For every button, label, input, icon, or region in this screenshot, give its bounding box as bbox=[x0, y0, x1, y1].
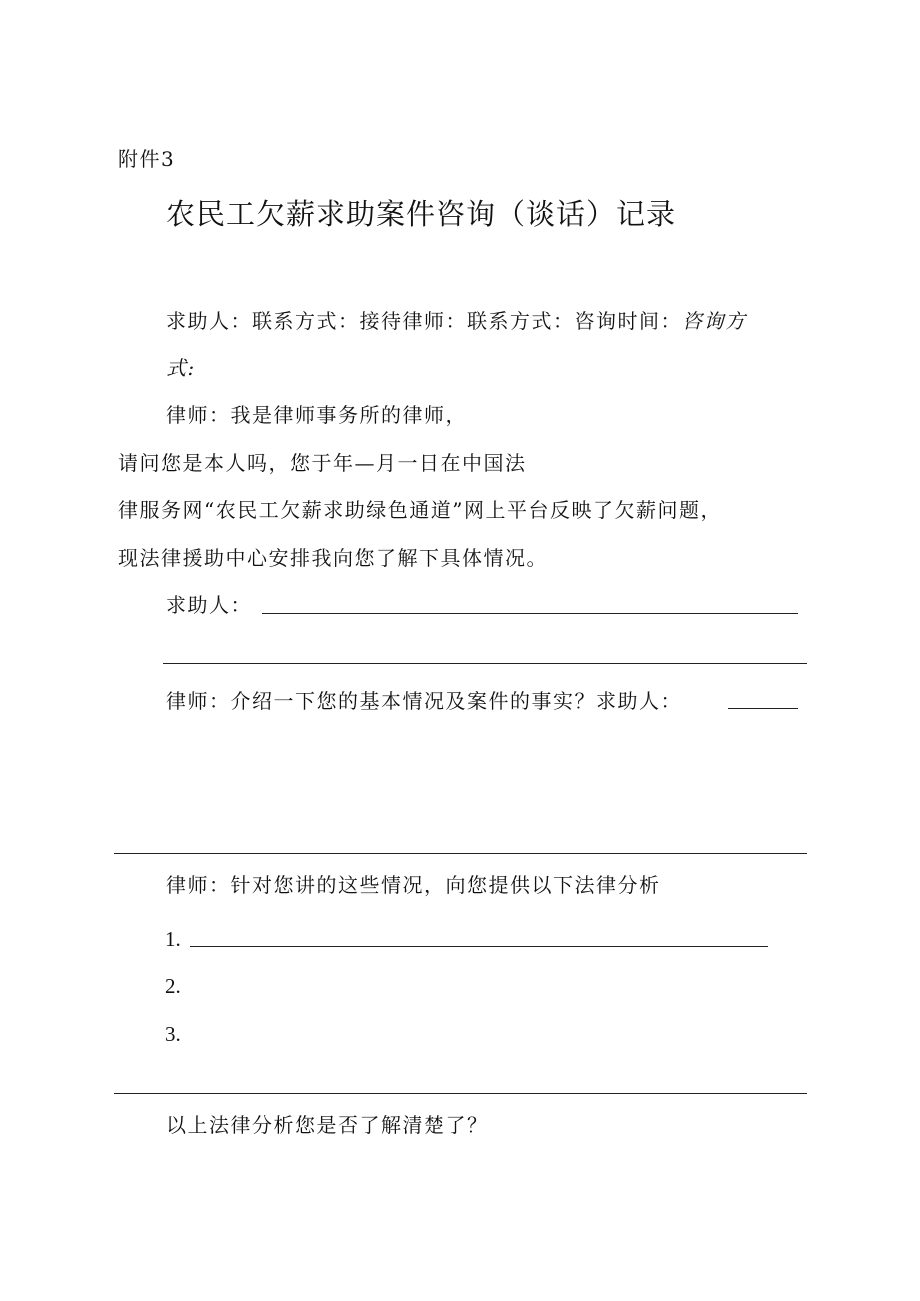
attachment-label: 附件3 bbox=[118, 147, 176, 171]
reply1-label: 求助人： bbox=[166, 593, 252, 617]
fields-line-wrap: 式: bbox=[166, 356, 196, 380]
intro-line-3: 律服务网“农民工欠薪求助绿色通道”网上平台反映了欠薪问题， bbox=[118, 498, 722, 522]
analysis-heading: 律师：针对您讲的这些情况，向您提供以下法律分析 bbox=[166, 873, 661, 897]
reply2-answer-underline[interactable] bbox=[728, 708, 798, 709]
fields-line bbox=[166, 308, 747, 334]
reply2-answer-area-rule[interactable] bbox=[114, 853, 807, 854]
fields-line-italic-tail: 咨询方 bbox=[682, 309, 747, 333]
question2-text: 律师：介绍一下您的基本情况及案件的事实？求助人： bbox=[166, 689, 682, 713]
analysis-item-1: 1. bbox=[165, 927, 181, 951]
closing-question: 以上法律分析您是否了解清楚了？ bbox=[166, 1113, 489, 1137]
fields-line-main: 求助人：联系方式：接待律师：联系方式：咨询时间： bbox=[166, 309, 682, 333]
analysis-item-2: 2. bbox=[165, 974, 181, 998]
reply1-answer-underline[interactable] bbox=[262, 613, 798, 614]
analysis-item-1-underline[interactable] bbox=[190, 946, 768, 947]
document-title: 农民工欠薪求助案件咨询（谈话）记录 bbox=[166, 197, 677, 231]
analysis-area-rule[interactable] bbox=[114, 1093, 807, 1094]
intro-line-4: 现法律援助中心安排我向您了解下具体情况。 bbox=[118, 546, 548, 570]
reply1-answer-line-2[interactable] bbox=[163, 663, 807, 664]
intro-line-2: 请问您是本人吗，您于年—月一日在中国法 bbox=[118, 451, 527, 475]
intro-line-1: 律师：我是律师事务所的律师， bbox=[166, 403, 467, 427]
analysis-item-3: 3. bbox=[165, 1022, 181, 1046]
